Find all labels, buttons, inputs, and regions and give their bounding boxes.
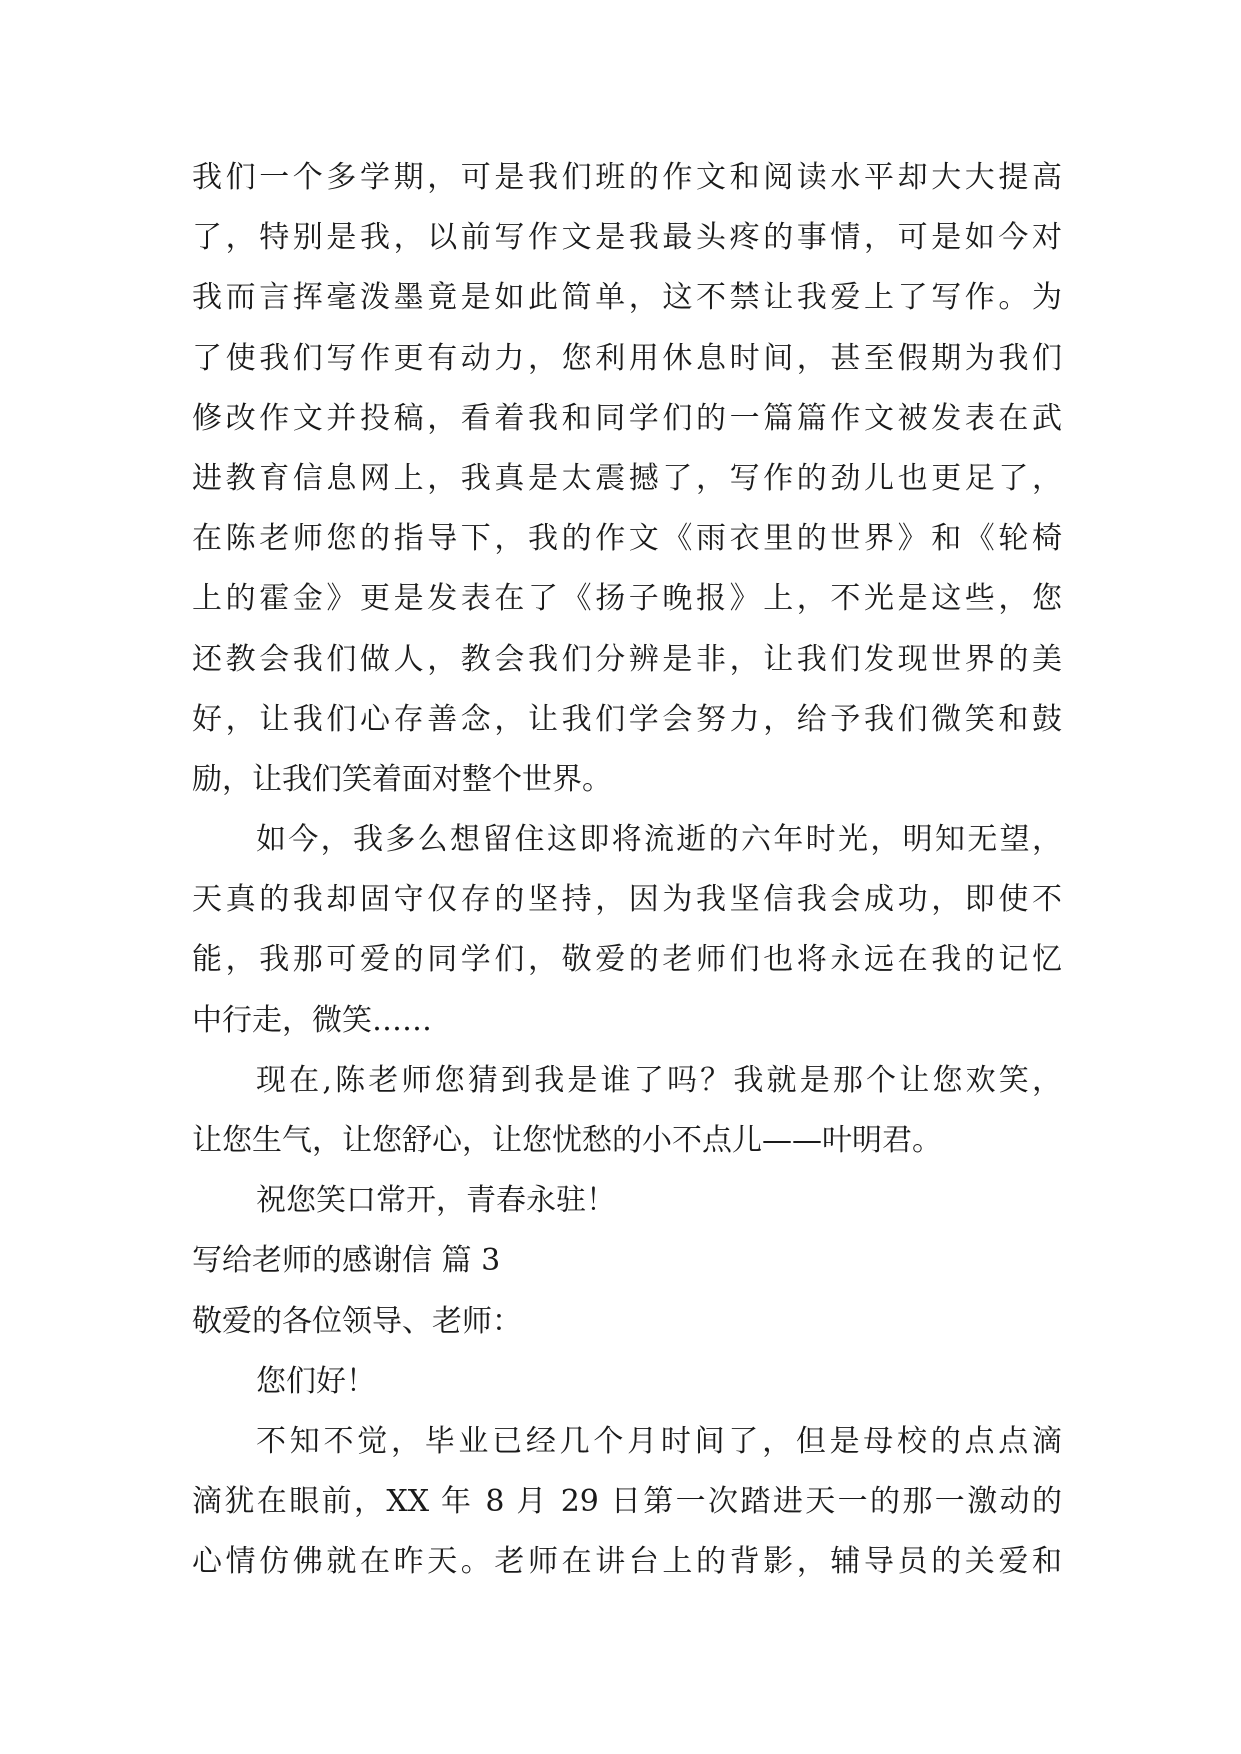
text-line: 进教育信息网上，我真是太震撼了，写作的劲儿也更足了， — [192, 460, 1062, 496]
text-line: 我而言挥毫泼墨竟是如此简单，这不禁让我爱上了写作。为 — [192, 280, 1062, 316]
text-line: 敬爱的各位领导、老师： — [192, 1303, 522, 1339]
text-line: 不知不觉，毕业已经几个月时间了，但是母校的点点滴 — [256, 1423, 1062, 1459]
text-line: 天真的我却固守仅存的坚持，因为我坚信我会成功，即使不 — [192, 882, 1062, 918]
letter-body — [192, 148, 1062, 1593]
text-line: 写给老师的感谢信 篇 3 — [192, 1243, 501, 1279]
text-line: 心情仿佛就在昨天。老师在讲台上的背影，辅导员的关爱和 — [192, 1544, 1062, 1580]
text-line: 滴犹在眼前，XX 年 8 月 29 日第一次踏进天一的那一激动的 — [192, 1484, 1062, 1520]
text-line: 了使我们写作更有动力，您利用休息时间，甚至假期为我们 — [192, 340, 1062, 376]
text-line: 您们好！ — [256, 1363, 376, 1399]
text-line: 上的霍金》更是发表在了《扬子晚报》上，不光是这些，您 — [192, 581, 1062, 617]
text-line: 能，我那可爱的同学们，敬爱的老师们也将永远在我的记忆 — [192, 942, 1062, 978]
text-line: 好，让我们心存善念，让我们学会努力，给予我们微笑和鼓 — [192, 701, 1062, 737]
text-line: 我们一个多学期，可是我们班的作文和阅读水平却大大提高 — [192, 160, 1062, 195]
text-line: 祝您笑口常开，青春永驻！ — [256, 1183, 616, 1219]
text-line: 中行走，微笑…… — [192, 1002, 432, 1038]
text-line: 让您生气，让您舒心，让您忧愁的小不点儿——叶明君。 — [192, 1123, 942, 1158]
text-line: 励，让我们笑着面对整个世界。 — [192, 761, 612, 797]
text-line: 了，特别是我，以前写作文是我最头疼的事情，可是如今对 — [192, 220, 1062, 256]
text-line: 还教会我们做人，教会我们分辨是非，让我们发现世界的美 — [192, 641, 1062, 677]
text-line: 在陈老师您的指导下，我的作文《雨衣里的世界》和《轮椅 — [192, 521, 1062, 557]
text-line: 修改作文并投稿，看着我和同学们的一篇篇作文被发表在武 — [192, 400, 1062, 436]
text-line: 现在,陈老师您猜到我是谁了吗？我就是那个让您欢笑， — [256, 1062, 1062, 1098]
text-line: 如今，我多么想留住这即将流逝的六年时光，明知无望， — [256, 822, 1062, 858]
